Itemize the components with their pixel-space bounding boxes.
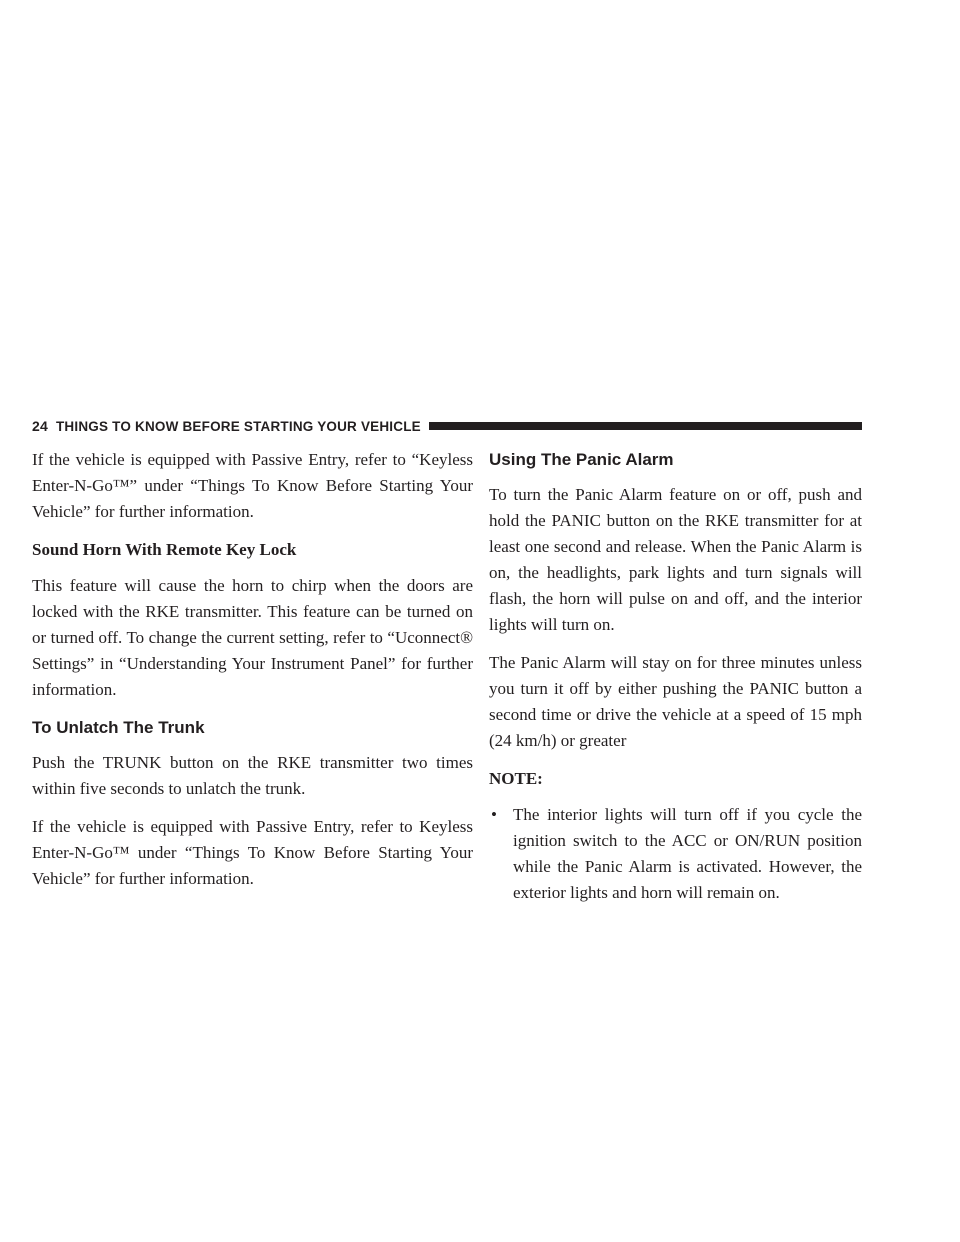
list-item <box>489 802 862 906</box>
page-number: 24 <box>32 418 48 434</box>
left-column <box>32 447 473 904</box>
note-bullet-text: The interior lights will turn off if you cycle the ignition switch to the ACC or ON/RUN position while the Panic Alarm is activated. However, the exterior lights and horn will remain on. <box>513 805 862 902</box>
right-column <box>489 447 862 906</box>
panic-alarm-duration-paragraph: The Panic Alarm will stay on for three minutes unless you turn it off by either pushing the PANIC button a second time or drive the vehicle at a speed of 15 mph (24 km/h) or greater <box>489 653 862 750</box>
sound-horn-paragraph: This feature will cause the horn to chirp when the doors are locked with the RKE transmitter. This feature can be turned on or turned off. To change the current setting, refer to “Uconnect® Settings” in “Understanding Your Instrument Panel” for further information. <box>32 576 473 699</box>
passive-entry-paragraph: If the vehicle is equipped with Passive Entry, refer to “Keyless Enter-N-Go™” under “Things To Know Before Starting Your Vehicle” for further information. <box>32 450 473 521</box>
note-list <box>489 802 862 906</box>
unlatch-trunk-paragraph: Push the TRUNK button on the RKE transmitter two times within five seconds to unlatch the trunk. <box>32 753 473 798</box>
note-label: NOTE: <box>489 769 543 788</box>
unlatch-trunk-heading: To Unlatch The Trunk <box>32 718 205 737</box>
sound-horn-heading: Sound Horn With Remote Key Lock <box>32 540 297 559</box>
panic-alarm-paragraph: To turn the Panic Alarm feature on or off, push and hold the PANIC button on the RKE transmitter for at least one second and release. When the Panic Alarm is on, the headlights, park lights and turn signals will flash, the horn will pulse on and off, and the interior lights will turn on. <box>489 485 862 634</box>
panic-alarm-heading: Using The Panic Alarm <box>489 450 674 469</box>
page-header <box>32 416 862 436</box>
section-title: THINGS TO KNOW BEFORE STARTING YOUR VEHICLE <box>55 418 421 434</box>
passive-entry-paragraph-2: If the vehicle is equipped with Passive Entry, refer to Keyless Enter-N-Go™ under “Things To Know Before Starting Your Vehicle” for further information. <box>32 817 473 888</box>
bullet-icon: • <box>491 805 497 824</box>
header-rule <box>429 422 862 430</box>
